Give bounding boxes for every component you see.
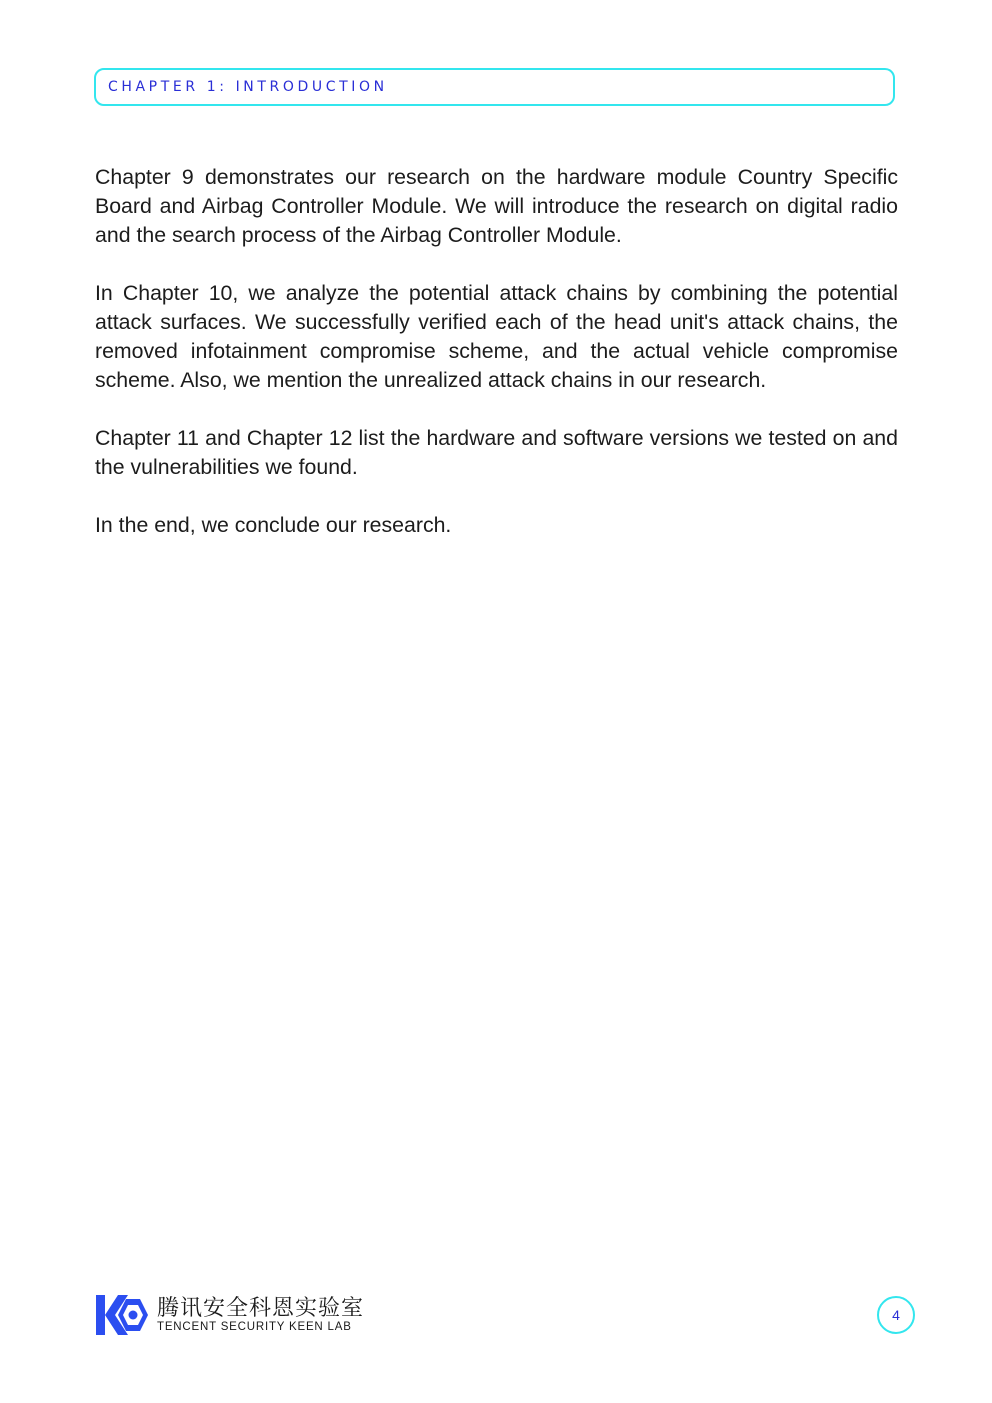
- paragraph: In the end, we conclude our research.: [95, 513, 452, 537]
- paragraph: In Chapter 10, we analyze the potential attack chains by combining the potential attack surfaces. We successfully verified each of the head unit's attack chains, the removed infotainment compromise scheme, and the actual vehicle compromise scheme. Also, we mention the unrealized attack chains in our research.: [95, 281, 898, 392]
- body-text: [95, 163, 898, 569]
- keen-lab-logo: [96, 1295, 364, 1335]
- paragraph: Chapter 11 and Chapter 12 list the hardware and software versions we tested on and the vulnerabilities we found.: [95, 426, 898, 479]
- keen-lab-logo-icon: [96, 1295, 148, 1335]
- logo-chinese-text: 腾讯安全科恩实验室: [157, 1295, 365, 1321]
- page-number: 4: [877, 1296, 915, 1334]
- chapter-header: [94, 68, 895, 106]
- logo-english-text: TENCENT SECURITY KEEN LAB: [157, 1320, 352, 1333]
- paragraph: Chapter 9 demonstrates our research on the hardware module Country Specific Board and Airbag Controller Module. We will introduce the research on digital radio and the search process of the Airbag Controller Module.: [95, 165, 898, 247]
- chapter-label: CHAPTER 1: INTRODUCTION: [108, 79, 388, 95]
